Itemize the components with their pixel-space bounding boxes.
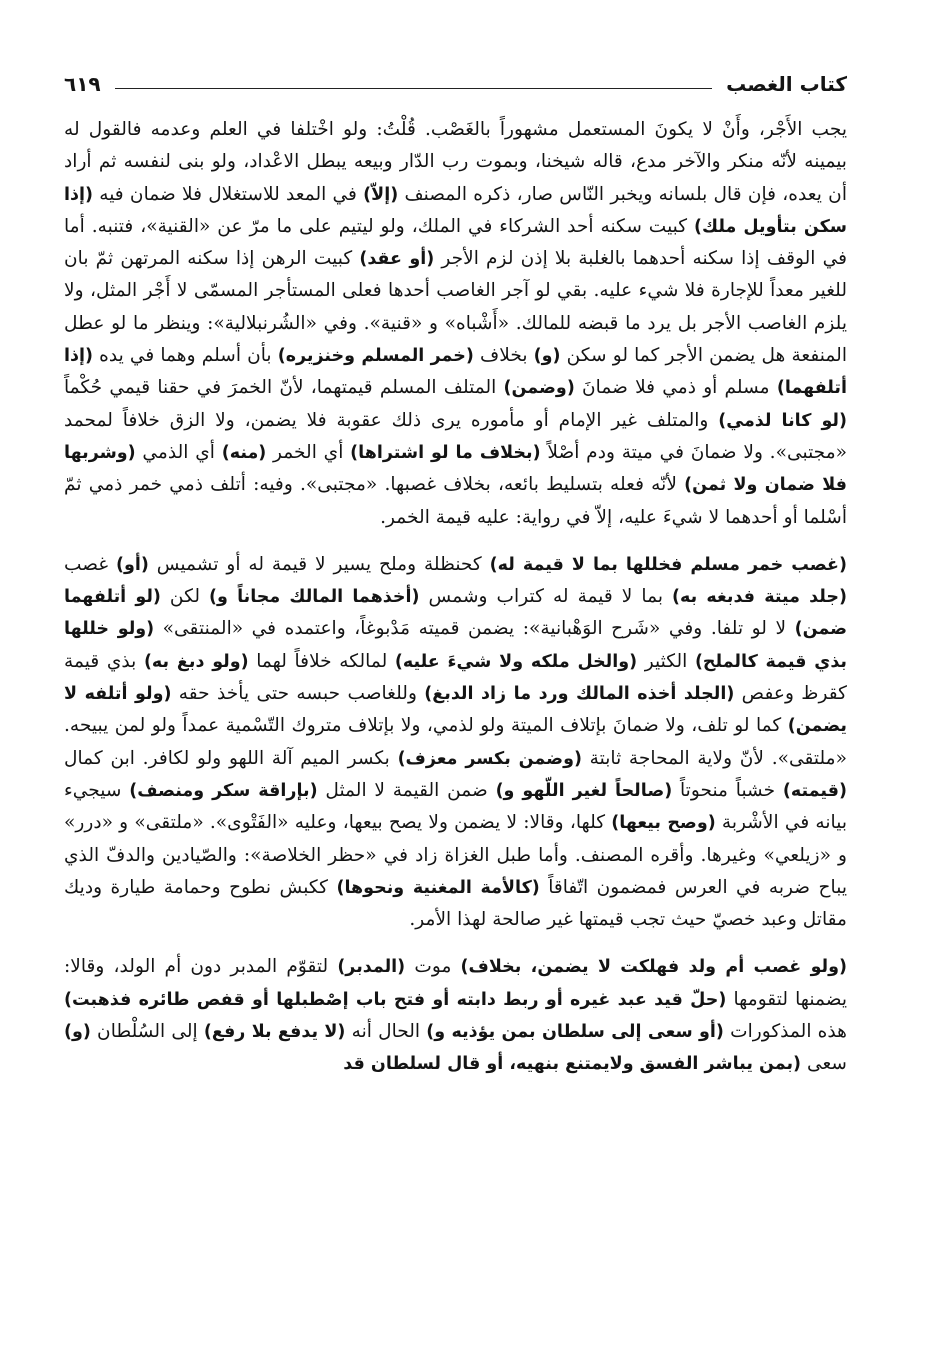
running-header [64,66,847,96]
matn-text: (غصب خمر مسلم فخللها بما لا قيمة له) [489,554,847,575]
chapter-title: كتاب الغصب [726,72,847,96]
commentary-text: في المعد للاستغلال فلا ضمان فيه [92,183,364,205]
paragraph [64,951,847,1080]
matn-text: (لو كانا لذمي) [718,410,847,431]
matn-text: (و) [64,1022,91,1043]
commentary-text: لكن [160,586,210,608]
commentary-text: كلها، وقالا: لا يضمن ولا يصح بيعها، وعليه «الفَتْوى». «ملتقى» و «درر» و «زيلعي» وغيرها. وأقره المصنف. وأما طبل الغزاة زاد في «حظر الخلاصة»: والصّيادين والدفّ الذي يباح ضربه في العرس فمضمون اتّفاقاً [64,812,847,898]
commentary-text: لتقوّم المدبر دون أم الولد، وقالا: يضمنها لتقومها [64,956,847,1010]
commentary-text: ككبش نطوح وحمامة طيارة وديك مقاتل وعبد خصيّ حيث تجب قيمتها غير صالحة لهذا الأمر. [64,876,847,931]
page-number: ٦١٩ [64,72,101,96]
paragraph [64,114,847,534]
matn-text: (بخلاف ما لو اشتراها) [350,442,541,463]
matn-text: (ولو أتلفه لا يضمن) [64,684,847,737]
matn-text: (لو أتلفهما ضمن) [64,587,847,640]
commentary-text: غصب [64,553,116,575]
commentary-text: بخلاف [473,345,534,367]
commentary-text: إلى السُلْطان [90,1021,204,1043]
commentary-text: كحنظلة وملح يسير لا قيمة له أو تشميس [148,553,490,575]
commentary-text: بكسر الميم آلة اللهو ولو لكافر. ابن كمال [64,747,398,769]
matn-text: (إذا سكن بتأويل ملك) [64,184,847,237]
commentary-text: لمالكه خلافاً لهما [248,650,395,672]
commentary-text: خشباً منحوتاً [672,779,783,801]
commentary-text: كما لو تلف، ولا ضمانَ بإتلاف الميتة ولو لذمي، ولا بإتلاف متروك التّسْمية عمداً ولو لمن يبيحه. «ملتقى». لأنّ ولاية المحاجة ثابتة [64,715,848,769]
matn-text: (إذا أتلفهما) [64,346,847,399]
commentary-text: أي الخمر [266,441,351,463]
matn-text: (و) [533,346,561,367]
commentary-text: بما لا قيمة له كتراب وشمس [419,586,673,608]
commentary-text: الحال أنه [345,1021,427,1043]
matn-text: (الجلد أخذه المالك ورد ما زاد الدبغ) [424,684,735,705]
matn-text: (جلد ميتة فدبغه به) [672,587,847,608]
matn-text: (أو سعى إلى سلطان بمن يؤذيه و) [426,1022,724,1043]
matn-text: (بمن يباشر الفسق ولايمتنع بنهيه، أو قال لسلطان قد [343,1054,802,1075]
body-text [64,114,847,1081]
header-rule [115,88,712,89]
matn-text: (والخل ملكه ولا شيءَ عليه) [394,651,638,672]
commentary-text: يجب الأَجْر، وأَنْ لا يكونَ المستعمل مشهوراً بالغَصْب. قُلْتُ: ولو اخْتلفا في العلم وعدمه فالقول له بيمينه لأنّه منكر والآخر مدع، قاله شيخنا، وبموت رب الدّار وبيعه يبطل الاعْداد، ولو بنى لنفسه ثم أراد أن يعده، فإن قال بلسانه ويخبر النّاس صار، ذكره المصنف [64,119,847,205]
matn-text: (وضمن بكسر معزف) [397,748,582,769]
commentary-text: بذي قيمة كقرظ وعفص [64,650,848,705]
commentary-text: الكثير [637,650,695,672]
paragraph [64,549,847,937]
matn-text: (حلّ قيد عبد غيره أو ربط دابته أو فتح باب إصْطبلها أو قفص طائره فذهبت) [64,989,727,1010]
matn-text: (منه) [221,442,267,463]
commentary-text: لأنّه فعله بتسليط بائعه، بخلاف غصبها. «مجتبى». وفيه: أتلف ذمي خمر ذمي ثمّ أسْلما أو أحدهما لا شيءَ عليه، إلاّ في رواية: عليه قيمة الخمر. [64,474,847,528]
commentary-text: مسلم أو ذمي فلا ضمانَ [574,377,777,399]
commentary-text: سيجيء بيانه في الأشْربة [64,779,847,834]
commentary-text: كبيت الرهن إذا سكنه المرتهن ثمّ بان للغير معداً للإجارة فلا شيء عليه. بقي لو آجر الغاصب أحدها فعلى المستأجر المسمّى لا أَجْر المثل، ولا يلزم الغاصب الأجر بل يرد ما قبضه للمالك. «أَشْباه» و «قنية». وفي «الشُرنبلالية»: وينظر ما لو عطل المنفعة هل يضمن الأجر كما لو سكن [64,248,847,367]
matn-text: (خمر المسلم وخنزيره) [277,346,474,367]
commentary-text: لا لو تلفا. وفي «شَرح الوَهْبانية»: يضمن قميته مَدْبوغاً، واعتمده في «المنتقى» [154,618,795,640]
matn-text: (ولو خللها بذي قيمة كالملح) [64,619,847,672]
matn-text: (أو) [115,554,149,575]
commentary-text: المتلف المسلم قيمتهما، لأنّ الخمرَ في حقنا قيمي حُكْماً [64,377,504,399]
commentary-text: وللغاصب حبسه حتى يأخذ حقه [171,683,425,705]
matn-text: (لا يدفع بلا رفع) [203,1022,346,1043]
commentary-text: ضمن القيمة لا المثل [317,779,496,801]
matn-text: (وضمن) [503,378,575,399]
commentary-text: بأن أسلم وهما في يده [92,345,278,367]
matn-text: (المدبر) [337,957,406,978]
matn-text: (وصح بيعها) [611,813,716,834]
matn-text: (أو عقد) [359,249,435,270]
commentary-text: هذه المذكورات [723,1021,847,1043]
commentary-text: أي الذمي [135,441,222,463]
matn-text: (قيمته) [782,780,847,801]
commentary-text: والمتلف غير الإمام أو مأموره يرى ذلك عقوبة فلا يضمن، ولا الزق خلافاً لمحمد «مجتبى». ولا ضمانَ في ميتة ودم أصْلاً [64,409,848,463]
matn-text: (صالحاً لغير اللّهو و) [495,780,673,801]
matn-text: (ولو دبغ به) [143,651,249,672]
matn-text: (وشربها فلا ضمان ولا ثمن) [64,442,847,496]
matn-text: (بإراقة سكر ومنصف) [129,780,318,801]
commentary-text: موت [405,956,461,978]
matn-text: (أخذهما المالك مجاناً و) [209,587,420,608]
commentary-text: سعى [801,1053,847,1075]
matn-text: (إلاّ) [363,184,399,205]
matn-text: (كالأمة المغنية ونحوها) [336,877,540,898]
matn-text: (ولو غصب أم ولد فهلكت لا يضمن، بخلاف) [460,957,847,978]
commentary-text: كبيت سكنه أحد الشركاء في الملك، ولو ليتيم على ما مرّ عن «القنية»، فتنبه. أما في الوقف إذا سكنه أحدهما بالغلبة بلا إذن لزم الأجر [64,215,847,270]
